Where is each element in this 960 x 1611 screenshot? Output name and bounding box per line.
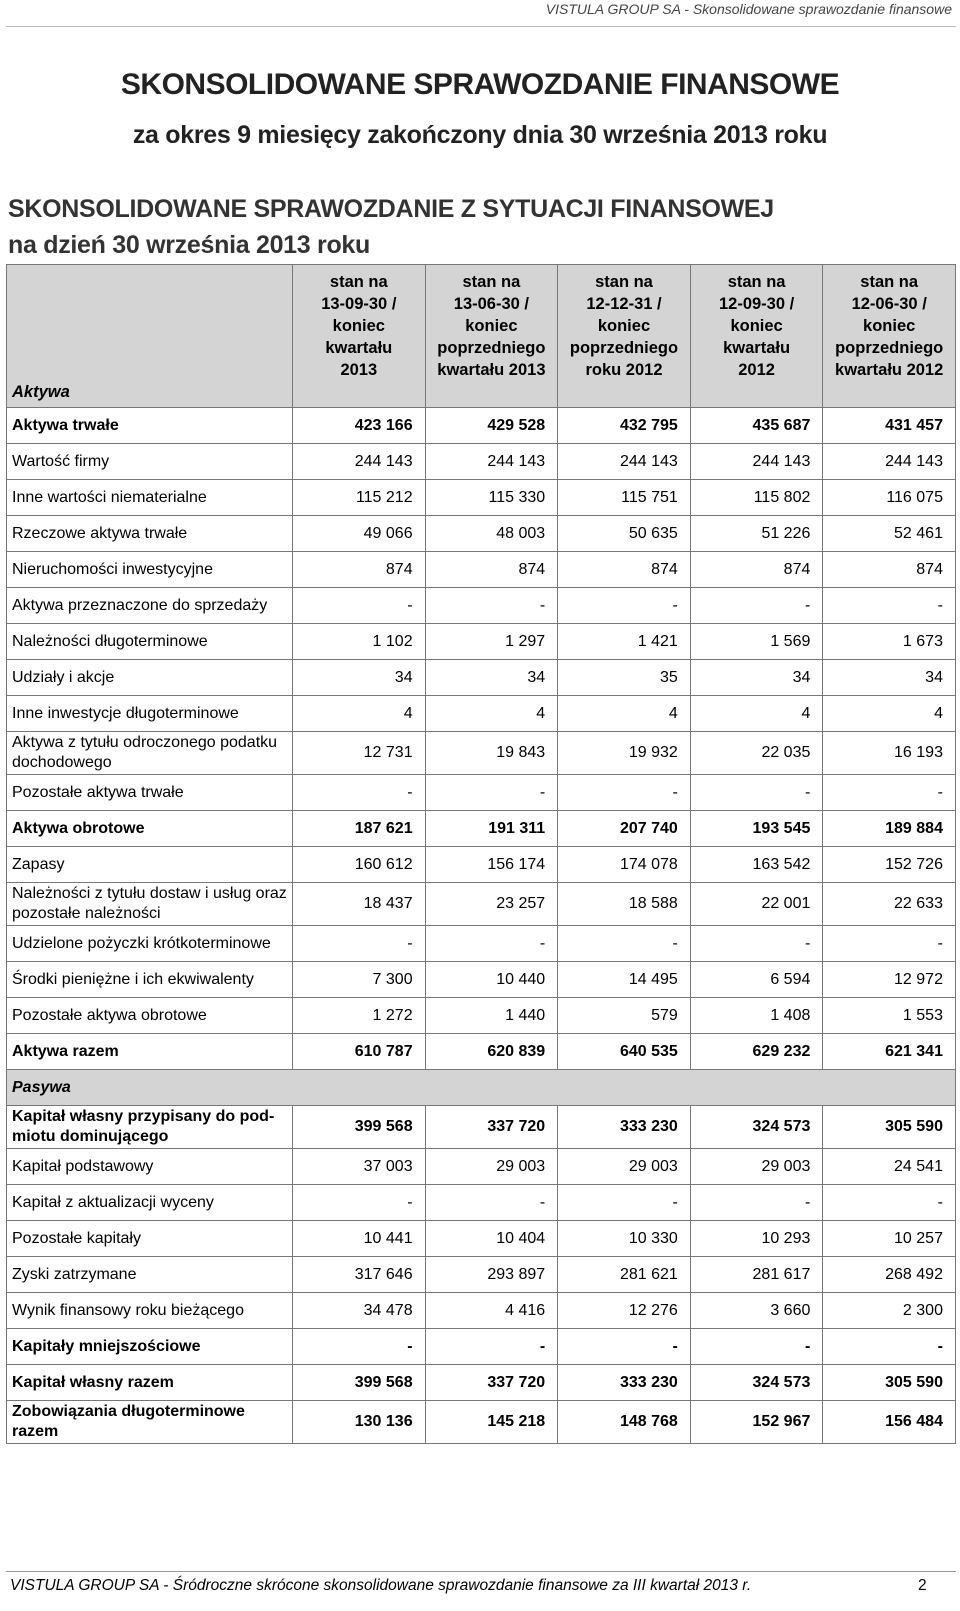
header-line: 12-12-31 /: [586, 295, 662, 313]
cell-value: 50 635: [558, 516, 691, 552]
cell-value: 191 311: [425, 811, 558, 847]
row-label-line: Zobowiązania długoterminowe: [12, 1403, 245, 1420]
cell-value: 432 795: [558, 408, 691, 444]
cell-value: 34: [293, 660, 426, 696]
cell-value: 244 143: [425, 444, 558, 480]
cell-value: 29 003: [425, 1149, 558, 1185]
table-row: [7, 696, 956, 732]
header-line: roku 2012: [585, 361, 663, 379]
table-row: [7, 811, 956, 847]
cell-value: 174 078: [558, 847, 691, 883]
cell-value: -: [293, 588, 426, 624]
cell-value: 1 102: [293, 624, 426, 660]
table-row: [7, 883, 956, 926]
cell-value: 1 421: [558, 624, 691, 660]
cell-value: 34: [690, 660, 823, 696]
table-row: [7, 847, 956, 883]
cell-value: 115 330: [425, 480, 558, 516]
cell-value: 22 035: [690, 732, 823, 775]
cell-value: 281 621: [558, 1257, 691, 1293]
cell-value: 24 541: [823, 1149, 956, 1185]
cell-value: 156 484: [823, 1401, 956, 1444]
cell-value: 337 720: [425, 1106, 558, 1149]
table-row: [7, 998, 956, 1034]
cell-value: 305 590: [823, 1365, 956, 1401]
cell-value: 29 003: [690, 1149, 823, 1185]
cell-value: 1 553: [823, 998, 956, 1034]
cell-value: 4: [425, 696, 558, 732]
cell-value: 435 687: [690, 408, 823, 444]
header-line: 2012: [738, 361, 775, 379]
table-row: [7, 962, 956, 998]
footer-divider: [6, 1571, 956, 1572]
row-label: Pozostałe aktywa obrotowe: [7, 998, 293, 1034]
row-label: Aktywa obrotowe: [7, 811, 293, 847]
column-header: [293, 265, 426, 408]
row-label: Kapitał własny razem: [7, 1365, 293, 1401]
header-line: 13-09-30 /: [321, 295, 397, 313]
row-label: Kapitał z aktualizacji wyceny: [7, 1185, 293, 1221]
cell-value: 29 003: [558, 1149, 691, 1185]
cell-value: 52 461: [823, 516, 956, 552]
row-label: Udziały i akcje: [7, 660, 293, 696]
cell-value: -: [690, 775, 823, 811]
cell-value: -: [293, 1185, 426, 1221]
cell-value: 429 528: [425, 408, 558, 444]
header-line: kwartału: [723, 339, 791, 357]
cell-value: 152 967: [690, 1401, 823, 1444]
cell-value: 579: [558, 998, 691, 1034]
cell-value: -: [425, 1329, 558, 1365]
row-label: Inne wartości niematerialne: [7, 480, 293, 516]
cell-value: 10 441: [293, 1221, 426, 1257]
table-row: [7, 1106, 956, 1149]
row-label-line: razem: [12, 1423, 59, 1440]
table-row: [7, 1329, 956, 1365]
row-label: Pozostałe kapitały: [7, 1221, 293, 1257]
cell-value: 115 802: [690, 480, 823, 516]
cell-value: 610 787: [293, 1034, 426, 1070]
row-label-line: pozostałe należności: [12, 905, 161, 922]
cell-value: -: [558, 1329, 691, 1365]
table-header-row: [7, 265, 956, 408]
cell-value: 34: [823, 660, 956, 696]
cell-value: 333 230: [558, 1365, 691, 1401]
header-line: stan na: [462, 273, 521, 291]
cell-value: -: [823, 1185, 956, 1221]
cell-value: 12 731: [293, 732, 426, 775]
cell-value: 431 457: [823, 408, 956, 444]
cell-value: 244 143: [823, 444, 956, 480]
cell-value: 35: [558, 660, 691, 696]
cell-value: -: [425, 926, 558, 962]
cell-value: 620 839: [425, 1034, 558, 1070]
header-line: kwartału 2013: [437, 361, 546, 379]
header-line: poprzedniego: [569, 339, 679, 357]
column-header: [823, 265, 956, 408]
column-header: [690, 265, 823, 408]
cell-value: 3 660: [690, 1293, 823, 1329]
cell-value: 629 232: [690, 1034, 823, 1070]
row-label: Pozostałe aktywa trwałe: [7, 775, 293, 811]
row-label-line: Kapitał własny przypisany do pod-: [12, 1108, 275, 1125]
cell-value: 34: [425, 660, 558, 696]
page-number: 2: [918, 1577, 927, 1594]
table-row: [7, 1401, 956, 1444]
row-label: Aktywa razem: [7, 1034, 293, 1070]
row-label: [7, 883, 293, 926]
cell-value: -: [425, 588, 558, 624]
cell-value: 48 003: [425, 516, 558, 552]
cell-value: 14 495: [558, 962, 691, 998]
header-line: stan na: [595, 273, 653, 291]
cell-value: 293 897: [425, 1257, 558, 1293]
document-title: SKONSOLIDOWANE SPRAWOZDANIE FINANSOWE: [120, 68, 840, 101]
row-label: Aktywa trwałe: [7, 408, 293, 444]
row-label: Należności długoterminowe: [7, 624, 293, 660]
cell-value: -: [823, 775, 956, 811]
cell-value: 207 740: [558, 811, 691, 847]
cell-value: 10 440: [425, 962, 558, 998]
cell-value: 152 726: [823, 847, 956, 883]
row-label-line: miotu dominującego: [12, 1128, 169, 1145]
cell-value: 19 843: [425, 732, 558, 775]
row-label-line: Należności z tytułu dostaw i usług oraz: [12, 885, 287, 902]
cell-value: 1 272: [293, 998, 426, 1034]
cell-value: -: [425, 1185, 558, 1221]
header-line: 12-09-30 /: [718, 295, 795, 313]
cell-value: 22 633: [823, 883, 956, 926]
cell-value: 130 136: [293, 1401, 426, 1444]
cell-value: -: [690, 588, 823, 624]
cell-value: 1 569: [690, 624, 823, 660]
cell-value: 23 257: [425, 883, 558, 926]
cell-value: -: [690, 1185, 823, 1221]
table-row: [7, 408, 956, 444]
cell-value: 4 416: [425, 1293, 558, 1329]
cell-value: 1 673: [823, 624, 956, 660]
header-line: stan na: [329, 273, 388, 291]
cell-value: 640 535: [558, 1034, 691, 1070]
row-label: [7, 732, 293, 775]
cell-value: 1 297: [425, 624, 558, 660]
cell-value: 22 001: [690, 883, 823, 926]
cell-value: 160 612: [293, 847, 426, 883]
cell-value: 193 545: [690, 811, 823, 847]
header-line: koniec: [730, 317, 783, 335]
row-label-line: dochodowego: [12, 754, 112, 771]
table-row: [7, 480, 956, 516]
cell-value: -: [823, 1329, 956, 1365]
cell-value: 4: [293, 696, 426, 732]
cell-value: 51 226: [690, 516, 823, 552]
column-header: [558, 265, 691, 408]
cell-value: 874: [558, 552, 691, 588]
cell-value: 2 300: [823, 1293, 956, 1329]
cell-value: -: [823, 926, 956, 962]
cell-value: 281 617: [690, 1257, 823, 1293]
cell-value: 19 932: [558, 732, 691, 775]
section-subtitle: na dzień 30 września 2013 roku: [8, 231, 370, 259]
cell-value: -: [293, 926, 426, 962]
cell-value: -: [293, 1329, 426, 1365]
row-label: Aktywa przeznaczone do sprzedaży: [7, 588, 293, 624]
cell-value: 305 590: [823, 1106, 956, 1149]
cell-value: 16 193: [823, 732, 956, 775]
cell-value: 1 408: [690, 998, 823, 1034]
table-row: [7, 516, 956, 552]
row-label: Zapasy: [7, 847, 293, 883]
cell-value: 34 478: [293, 1293, 426, 1329]
row-label: Środki pieniężne i ich ekwiwalenty: [7, 962, 293, 998]
table-row: [7, 1293, 956, 1329]
header-line: 13-06-30 /: [453, 295, 529, 313]
cell-value: 1 440: [425, 998, 558, 1034]
cell-value: -: [558, 1185, 691, 1221]
cell-value: -: [690, 1329, 823, 1365]
cell-value: -: [293, 775, 426, 811]
row-label-line: Aktywa z tytułu odroczonego podatku: [12, 734, 278, 751]
cell-value: 423 166: [293, 408, 426, 444]
cell-value: 10 257: [823, 1221, 956, 1257]
table-row: [7, 732, 956, 775]
row-label: Rzeczowe aktywa trwałe: [7, 516, 293, 552]
cell-value: 187 621: [293, 811, 426, 847]
cell-value: 874: [823, 552, 956, 588]
cell-value: 244 143: [690, 444, 823, 480]
header-line: kwartału: [325, 339, 393, 357]
header-line: 12-06-30 /: [851, 295, 927, 313]
document-subtitle: za okres 9 miesięcy zakończony dnia 30 września 2013 roku: [132, 121, 828, 149]
cell-value: 244 143: [293, 444, 426, 480]
cell-value: 156 174: [425, 847, 558, 883]
header-line: 2013: [340, 361, 378, 379]
table-row: [7, 1185, 956, 1221]
cell-value: 6 594: [690, 962, 823, 998]
header-line: stan na: [860, 273, 919, 291]
header-line: koniec: [863, 317, 916, 335]
section-title: SKONSOLIDOWANE SPRAWOZDANIE Z SYTUACJI FINANSOWEJ: [8, 195, 774, 223]
cell-value: -: [690, 926, 823, 962]
cell-value: 268 492: [823, 1257, 956, 1293]
row-label: Kapitały mniejszościowe: [7, 1329, 293, 1365]
cell-value: 7 300: [293, 962, 426, 998]
cell-value: 244 143: [558, 444, 691, 480]
row-label: [7, 1401, 293, 1444]
header-line: koniec: [465, 317, 518, 335]
running-footer: VISTULA GROUP SA - Śródroczne skrócone skonsolidowane sprawozdanie finansowe za III kwartał 2013 r.: [10, 1577, 752, 1594]
row-label: Kapitał podstawowy: [7, 1149, 293, 1185]
cell-value: 337 720: [425, 1365, 558, 1401]
cell-value: 49 066: [293, 516, 426, 552]
cell-value: 189 884: [823, 811, 956, 847]
cell-value: 12 276: [558, 1293, 691, 1329]
cell-value: 399 568: [293, 1106, 426, 1149]
column-header-label: Aktywa: [7, 265, 293, 408]
cell-value: 116 075: [823, 480, 956, 516]
row-label: Wartość firmy: [7, 444, 293, 480]
cell-value: 163 542: [690, 847, 823, 883]
table-row: [7, 660, 956, 696]
row-label: Zyski zatrzymane: [7, 1257, 293, 1293]
row-label: Wynik finansowy roku bieżącego: [7, 1293, 293, 1329]
cell-value: 18 437: [293, 883, 426, 926]
table-row: [7, 1365, 956, 1401]
section-label: Pasywa: [7, 1070, 956, 1106]
cell-value: 4: [690, 696, 823, 732]
table-row: [7, 1257, 956, 1293]
cell-value: -: [558, 775, 691, 811]
row-label: Inne inwestycje długoterminowe: [7, 696, 293, 732]
table-row: [7, 775, 956, 811]
row-label: [7, 1106, 293, 1149]
table-row: [7, 1149, 956, 1185]
cell-value: 18 588: [558, 883, 691, 926]
cell-value: 115 212: [293, 480, 426, 516]
column-header: [425, 265, 558, 408]
header-line: koniec: [597, 317, 651, 335]
row-label: Udzielone pożyczki krótkoterminowe: [7, 926, 293, 962]
header-line: poprzedniego: [835, 339, 944, 357]
cell-value: 324 573: [690, 1365, 823, 1401]
cell-value: 4: [823, 696, 956, 732]
cell-value: 10 404: [425, 1221, 558, 1257]
cell-value: 333 230: [558, 1106, 691, 1149]
cell-value: 10 330: [558, 1221, 691, 1257]
header-line: stan na: [727, 273, 786, 291]
cell-value: 399 568: [293, 1365, 426, 1401]
cell-value: 145 218: [425, 1401, 558, 1444]
table-row: [7, 1034, 956, 1070]
cell-value: 115 751: [558, 480, 691, 516]
cell-value: 621 341: [823, 1034, 956, 1070]
cell-value: 10 293: [690, 1221, 823, 1257]
table-row: [7, 444, 956, 480]
header-divider: [6, 26, 956, 27]
cell-value: 874: [690, 552, 823, 588]
running-header: VISTULA GROUP SA - Skonsolidowane sprawozdanie finansowe: [545, 1, 952, 17]
table-row: [7, 624, 956, 660]
table-row: [7, 926, 956, 962]
cell-value: -: [558, 926, 691, 962]
row-label: Nieruchomości inwestycyjne: [7, 552, 293, 588]
table-row: [7, 588, 956, 624]
header-line: poprzedniego: [437, 339, 546, 357]
cell-value: 324 573: [690, 1106, 823, 1149]
cell-value: 12 972: [823, 962, 956, 998]
table-row: [7, 552, 956, 588]
header-line: kwartału 2012: [835, 361, 944, 379]
cell-value: 4: [558, 696, 691, 732]
cell-value: 37 003: [293, 1149, 426, 1185]
cell-value: 148 768: [558, 1401, 691, 1444]
table-row: [7, 1221, 956, 1257]
header-line: koniec: [332, 317, 385, 335]
financial-position-table: [6, 264, 956, 1444]
cell-value: -: [823, 588, 956, 624]
cell-value: 874: [425, 552, 558, 588]
section-header-row: [7, 1070, 956, 1106]
cell-value: -: [558, 588, 691, 624]
cell-value: 317 646: [293, 1257, 426, 1293]
cell-value: -: [425, 775, 558, 811]
cell-value: 874: [293, 552, 426, 588]
